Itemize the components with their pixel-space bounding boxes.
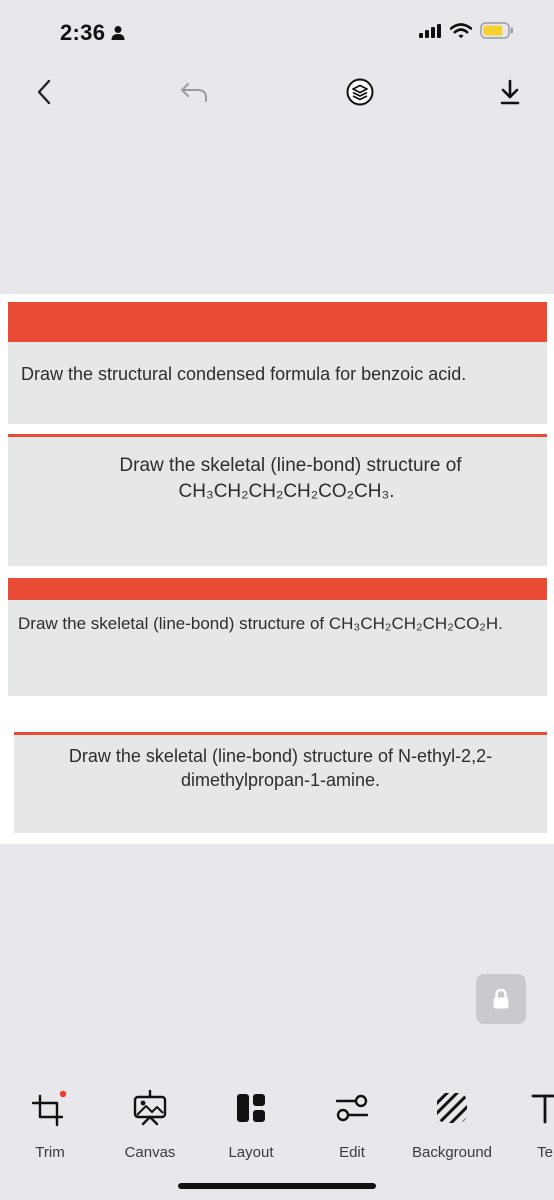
canvas-label: Canvas [124, 1144, 176, 1161]
layers-icon [346, 78, 374, 106]
card-4-line1: Draw the skeletal (line-bond) structure of N-ethyl-2,2- [68, 746, 493, 766]
crop-icon [30, 1088, 70, 1128]
red-header-line [8, 434, 547, 437]
sliders-icon [332, 1088, 372, 1128]
edit-label: Edit [339, 1144, 365, 1161]
red-header-line [14, 732, 547, 735]
image-card-4[interactable] [14, 732, 547, 833]
layout-label: Layout [228, 1144, 274, 1161]
chevron-left-icon [36, 79, 52, 105]
card-2-line2: CH₃CH₂CH₂CH₂CO₂CH₃. [178, 481, 395, 502]
card-3-text: Draw the skeletal (line-bond) structure of CH₃CH₂CH₂CH₂CO₂H. [18, 614, 503, 633]
layout-tool[interactable] [196, 1086, 306, 1161]
bottom-toolbar [0, 1086, 554, 1176]
wifi-icon [450, 23, 472, 39]
layers-button[interactable] [340, 74, 380, 110]
edit-tool[interactable] [297, 1086, 407, 1161]
time-label: 2:36 [60, 20, 106, 45]
card-2-line1: Draw the skeletal (line-bond) structure of [119, 455, 462, 476]
person-icon [111, 25, 125, 41]
notification-dot [60, 1091, 66, 1097]
status-bar [0, 0, 554, 66]
status-icons [418, 22, 514, 39]
text-tool[interactable] [490, 1086, 554, 1161]
red-header-bar [8, 302, 547, 342]
download-icon [499, 79, 521, 105]
home-indicator [178, 1183, 376, 1189]
trim-label: Trim [35, 1144, 65, 1161]
lock-icon [492, 988, 510, 1010]
red-header-bar [8, 578, 547, 600]
image-card-1[interactable] [8, 302, 547, 424]
status-time [60, 20, 125, 46]
battery-icon [480, 22, 514, 39]
card-4-line2: dimethylpropan-1-amine. [180, 770, 381, 790]
layout-icon [231, 1088, 271, 1128]
lock-button[interactable] [476, 974, 526, 1024]
back-button[interactable] [24, 74, 64, 110]
collage-canvas[interactable] [0, 294, 554, 844]
canvas-tool[interactable] [95, 1086, 205, 1161]
trim-tool[interactable] [0, 1086, 105, 1161]
undo-icon [179, 81, 209, 103]
background-pattern-icon [432, 1088, 472, 1128]
background-label: Background [411, 1144, 493, 1161]
image-card-2[interactable] [8, 434, 547, 566]
canvas-icon [130, 1088, 170, 1128]
undo-button[interactable] [174, 74, 214, 110]
text-icon [525, 1088, 554, 1128]
card-1-text: Draw the structural condensed formula for benzoic acid. [21, 364, 467, 384]
text-label: Te [537, 1144, 553, 1161]
download-button[interactable] [490, 74, 530, 110]
signal-icon [418, 23, 442, 39]
top-toolbar [0, 66, 554, 118]
image-card-3[interactable] [8, 578, 547, 696]
